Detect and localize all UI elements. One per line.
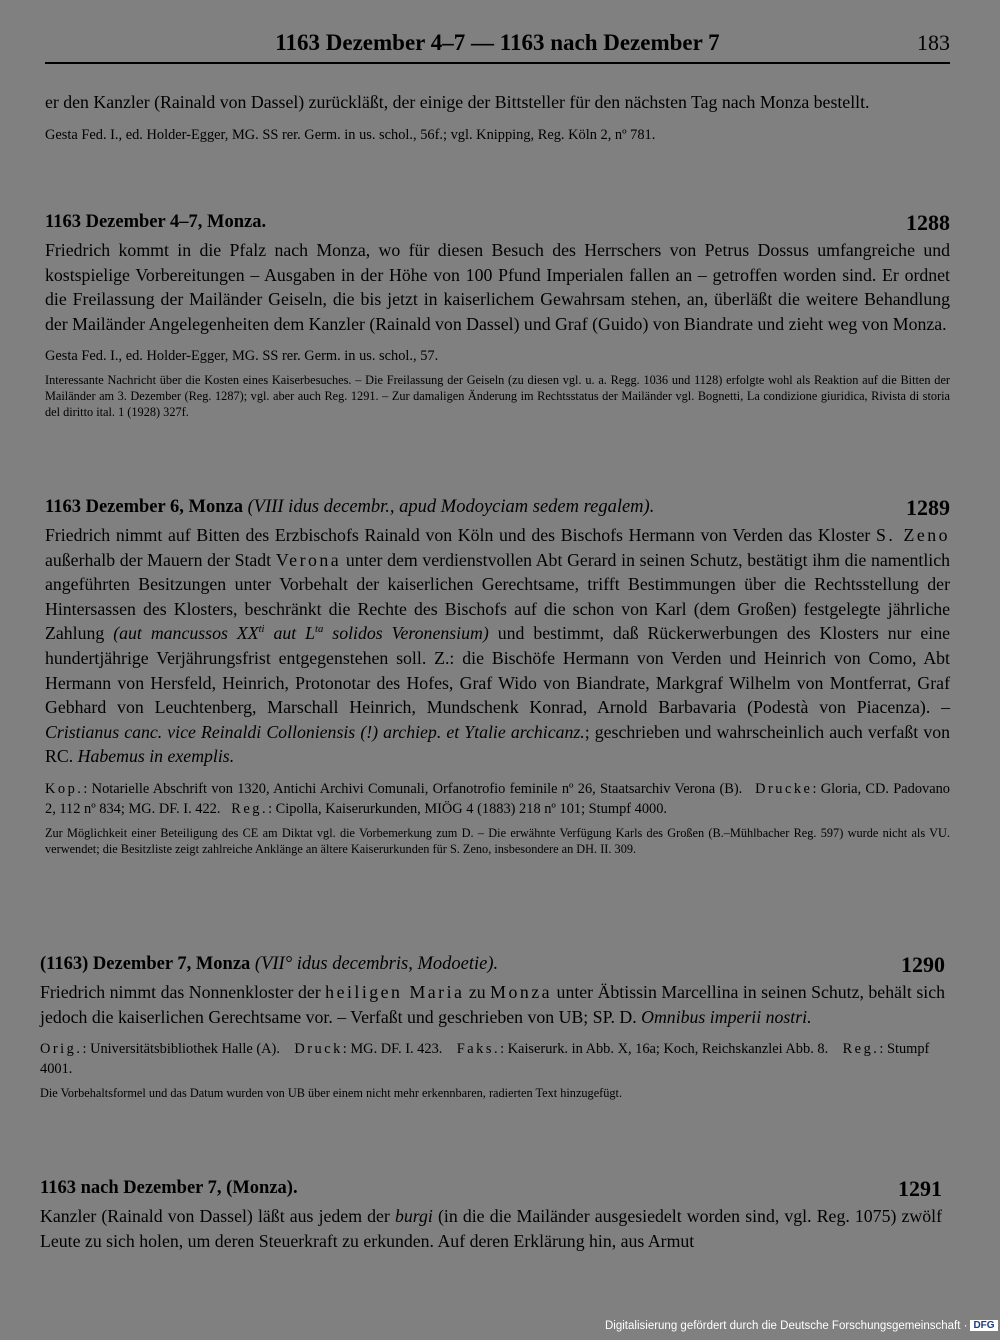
source-text: : Gloria, CD. Padovano 2, 112 nº 834; MG. DF. I. 422.: [45, 780, 951, 817]
page-number: 183: [917, 30, 950, 55]
text-part: unter Äbtissin Marcellina in seinen Schutz, behält sich jedoch die kaiserlichen Gerechtsame vor. – Verfaßt und geschrieben von UB; SP. D.: [40, 982, 945, 1027]
text-part: Kanzler (Rainald von Dassel) läßt aus jedem der: [40, 1206, 395, 1226]
latin-quote: burgi: [394, 1206, 433, 1226]
regest-date: 1163 Dezember 4–7, Monza.: [45, 212, 267, 232]
source-text: : Stumpf 4001.: [40, 1041, 930, 1078]
continuation-text: er den Kanzler (Rainald von Dassel) zurückläßt, der einige der Bittsteller für den nächsten Tag nach Monza bestellt.: [45, 92, 870, 112]
regest-1289: [45, 497, 950, 857]
text-part: ; geschrieben und wahrscheinlich auch verfaßt von RC.: [45, 721, 950, 767]
running-head: [45, 30, 950, 64]
source-label: Faks.: [456, 1041, 501, 1058]
source-label: Reg.: [231, 800, 269, 817]
text-part: Friedrich nimmt das Nonnenkloster der: [40, 982, 326, 1002]
source-text: : Cipolla, Kaiserurkunden, MIÖG 4 (1883) 218 nº 101; Stumpf 4000.: [268, 800, 668, 817]
regest-note: Die Vorbehaltsformel und das Datum wurden von UB über einem nicht mehr erkennbaren, radierten Text hinzugefügt.: [40, 1086, 623, 1101]
regest-number: 1288: [906, 210, 950, 235]
regest-note: Interessante Nachricht über die Kosten eines Kaiserbesuches. – Die Freilassung der Geiseln (zu diesen vgl. u. a. Regg. 1036 und 1128) erfolgte wohl als Reaktion auf die Bitten der Mailänder am 3. Dezember (Reg. 1287); vgl. aber auch Reg. 1291. – Zur damaligen Änderung im Rechtsstatus der Mailänder vgl. Bognetti, La condizione giuridica, Rivista di storia del diritto ital. 1 (1928) 327f.: [45, 373, 950, 420]
text-part: (in die die Mailänder ausgesiedelt worden sind, vgl. Reg. 1075) zwölf Leute zu sich holen, um deren Steuerkraft zu erkunden. Auf deren Erklärung hin, aus Armut: [40, 1206, 942, 1251]
regest-heading: [45, 212, 950, 238]
regest-date: (1163) Dezember 7, Monza: [40, 954, 251, 974]
regest-1290: [40, 954, 945, 1101]
source-label: Drucke: [755, 780, 813, 797]
regest-number: 1290: [901, 952, 945, 977]
continuation-citation: Gesta Fed. I., ed. Holder-Egger, MG. SS rer. Germ. in us. schol., 56f.; vgl. Knipping, Reg. Köln 2, nº 781.: [45, 126, 656, 143]
regest-citation: Gesta Fed. I., ed. Holder-Egger, MG. SS rer. Germ. in us. schol., 57.: [45, 348, 439, 365]
source-text: : Notarielle Abschrift von 1320, Antichi Archivi Comunali, Orfanotrofio feminile nº 26, Staatsarchiv Verona (B).: [83, 780, 743, 797]
superscript: ta: [315, 623, 324, 636]
regest-note: Zur Möglichkeit einer Beteiligung des CE am Diktat vgl. die Vorbemerkung zum D. – Die erwähnte Verfügung Karls des Großen (B.–Mühlbacher Reg. 597) wurde nicht als VU. verwendet; die Besitzliste zeigt zahlreiche Anklänge an ältere Kaiserurkunden für S. Zeno, insbesondere an DH. II. 309.: [45, 825, 950, 856]
latin-quote: Omnibus imperii nostri.: [641, 1006, 812, 1027]
source-label: Kop.: [45, 780, 84, 797]
spaced-name: S. Zeno: [875, 525, 950, 545]
source-label: Orig.: [40, 1041, 83, 1058]
regest-text: [40, 980, 945, 1029]
source-label: Reg.: [842, 1041, 880, 1058]
latin-quote: Cristianus canc. vice Reinaldi Colloniensis (!) archiep. et Ytalie archicanz.: [45, 721, 585, 742]
spaced-name: heiligen Maria: [325, 982, 465, 1002]
regest-text: [45, 523, 950, 769]
regest-text: Friedrich kommt in die Pfalz nach Monza, wo für diesen Besuch des Herrschers von Petrus Dossus umfangreiche und kostspielige Vorbereitungen – Ausgaben in der Höhe von 100 Pfund Imperialen fallen an – getroffen worden sind. Er ordnet die Freilassung der Mailänder Geiseln, die bis jetzt in kaiserlichem Gewahrsam stehen, an, überläßt die weitere Behandlung der Mailänder Angelegenheiten dem Kanzler (Rainald von Dassel) und Graf (Guido) von Biandrate und zieht weg von Monza.: [45, 240, 950, 334]
latin-quote: aut L: [264, 623, 316, 644]
regest-date: 1163 nach Dezember 7, (Monza).: [40, 1178, 298, 1198]
source-text: : MG. DF. I. 423.: [342, 1041, 443, 1058]
regest-1288: [45, 212, 950, 420]
regest-date: 1163 Dezember 6, Monza: [45, 497, 243, 517]
regest-heading: [45, 497, 950, 523]
regest-1291: [40, 1178, 942, 1253]
spaced-name: Verona: [275, 549, 342, 570]
source-label: Druck: [294, 1041, 343, 1058]
regest-heading: [40, 954, 945, 980]
latin-quote: Habemus in exemplis.: [77, 746, 235, 767]
regest-latin-dating: (VII° idus decembris, Modoetie).: [254, 954, 499, 974]
text-part: und bestimmt, daß Rückerwerbungen des Klosters nur eine hundertjährige Verjährungsfrist entgegenstehen soll. Z.: die Bischöfe Hermann von Verden und Heinrich von Como, Abt Hermann von Hersfeld, Heinrich, Protonotar des Hofes, Graf Wido von Biandrate, Markgraf Wilhelm von Montferrat, Graf Gebhard von Leuchtenberg, Marschall Heinrich, Mundschenk Konrad, Arnold Barbavaria (Podestà von Piacenza). –: [45, 623, 951, 718]
source-text: : Universitätsbibliothek Halle (A).: [82, 1041, 280, 1058]
continuation-block: [45, 90, 950, 145]
footer-text: Digitalisierung gefördert durch die Deutsche Forschungsgemeinschaft ·: [605, 1320, 968, 1332]
spaced-name: Monza: [490, 982, 553, 1002]
regest-sources: [40, 1039, 945, 1079]
regest-latin-dating: (VIII idus decembr., apud Modoyciam sedem regalem).: [247, 497, 655, 517]
text-part: außerhalb der Mauern der Stadt: [45, 549, 276, 570]
text-part: unter dem verdienstvollen Abt Gerard in seinen Schutz, bestätigt ihm die namentlich angeführten Besitzungen unter Vorbehalt der kaiserlichen Gerechtsame, trifft Bestimmungen über die Rechtsstellung der Hintersassen des Klosters, beschränkt die Rechte des Bischofs auf die schon von Karl (dem Großen) festgelegte jährliche Zahlung: [45, 549, 950, 644]
regest-text: [40, 1204, 942, 1253]
source-text: : Kaiserurk. in Abb. X, 16a; Koch, Reichskanzlei Abb. 8.: [500, 1041, 829, 1058]
latin-quote: (aut mancussos XX: [113, 623, 259, 644]
footer-credit: [605, 1320, 998, 1332]
regest-number: 1289: [906, 495, 950, 520]
text-part: zu: [464, 982, 491, 1002]
text-part: Friedrich nimmt auf Bitten des Erzbischofs Rainald von Köln und des Bischofs Hermann von Verden das Kloster: [45, 525, 871, 545]
regest-sources: [45, 779, 950, 819]
regest-number: 1291: [898, 1176, 942, 1201]
running-title: 1163 Dezember 4–7 — 1163 nach Dezember 7: [275, 30, 720, 55]
superscript: ti: [258, 623, 265, 636]
dfg-logo: DFG: [970, 1320, 997, 1331]
latin-quote: solidos Veronensium): [323, 623, 489, 644]
regest-heading: [40, 1178, 942, 1204]
